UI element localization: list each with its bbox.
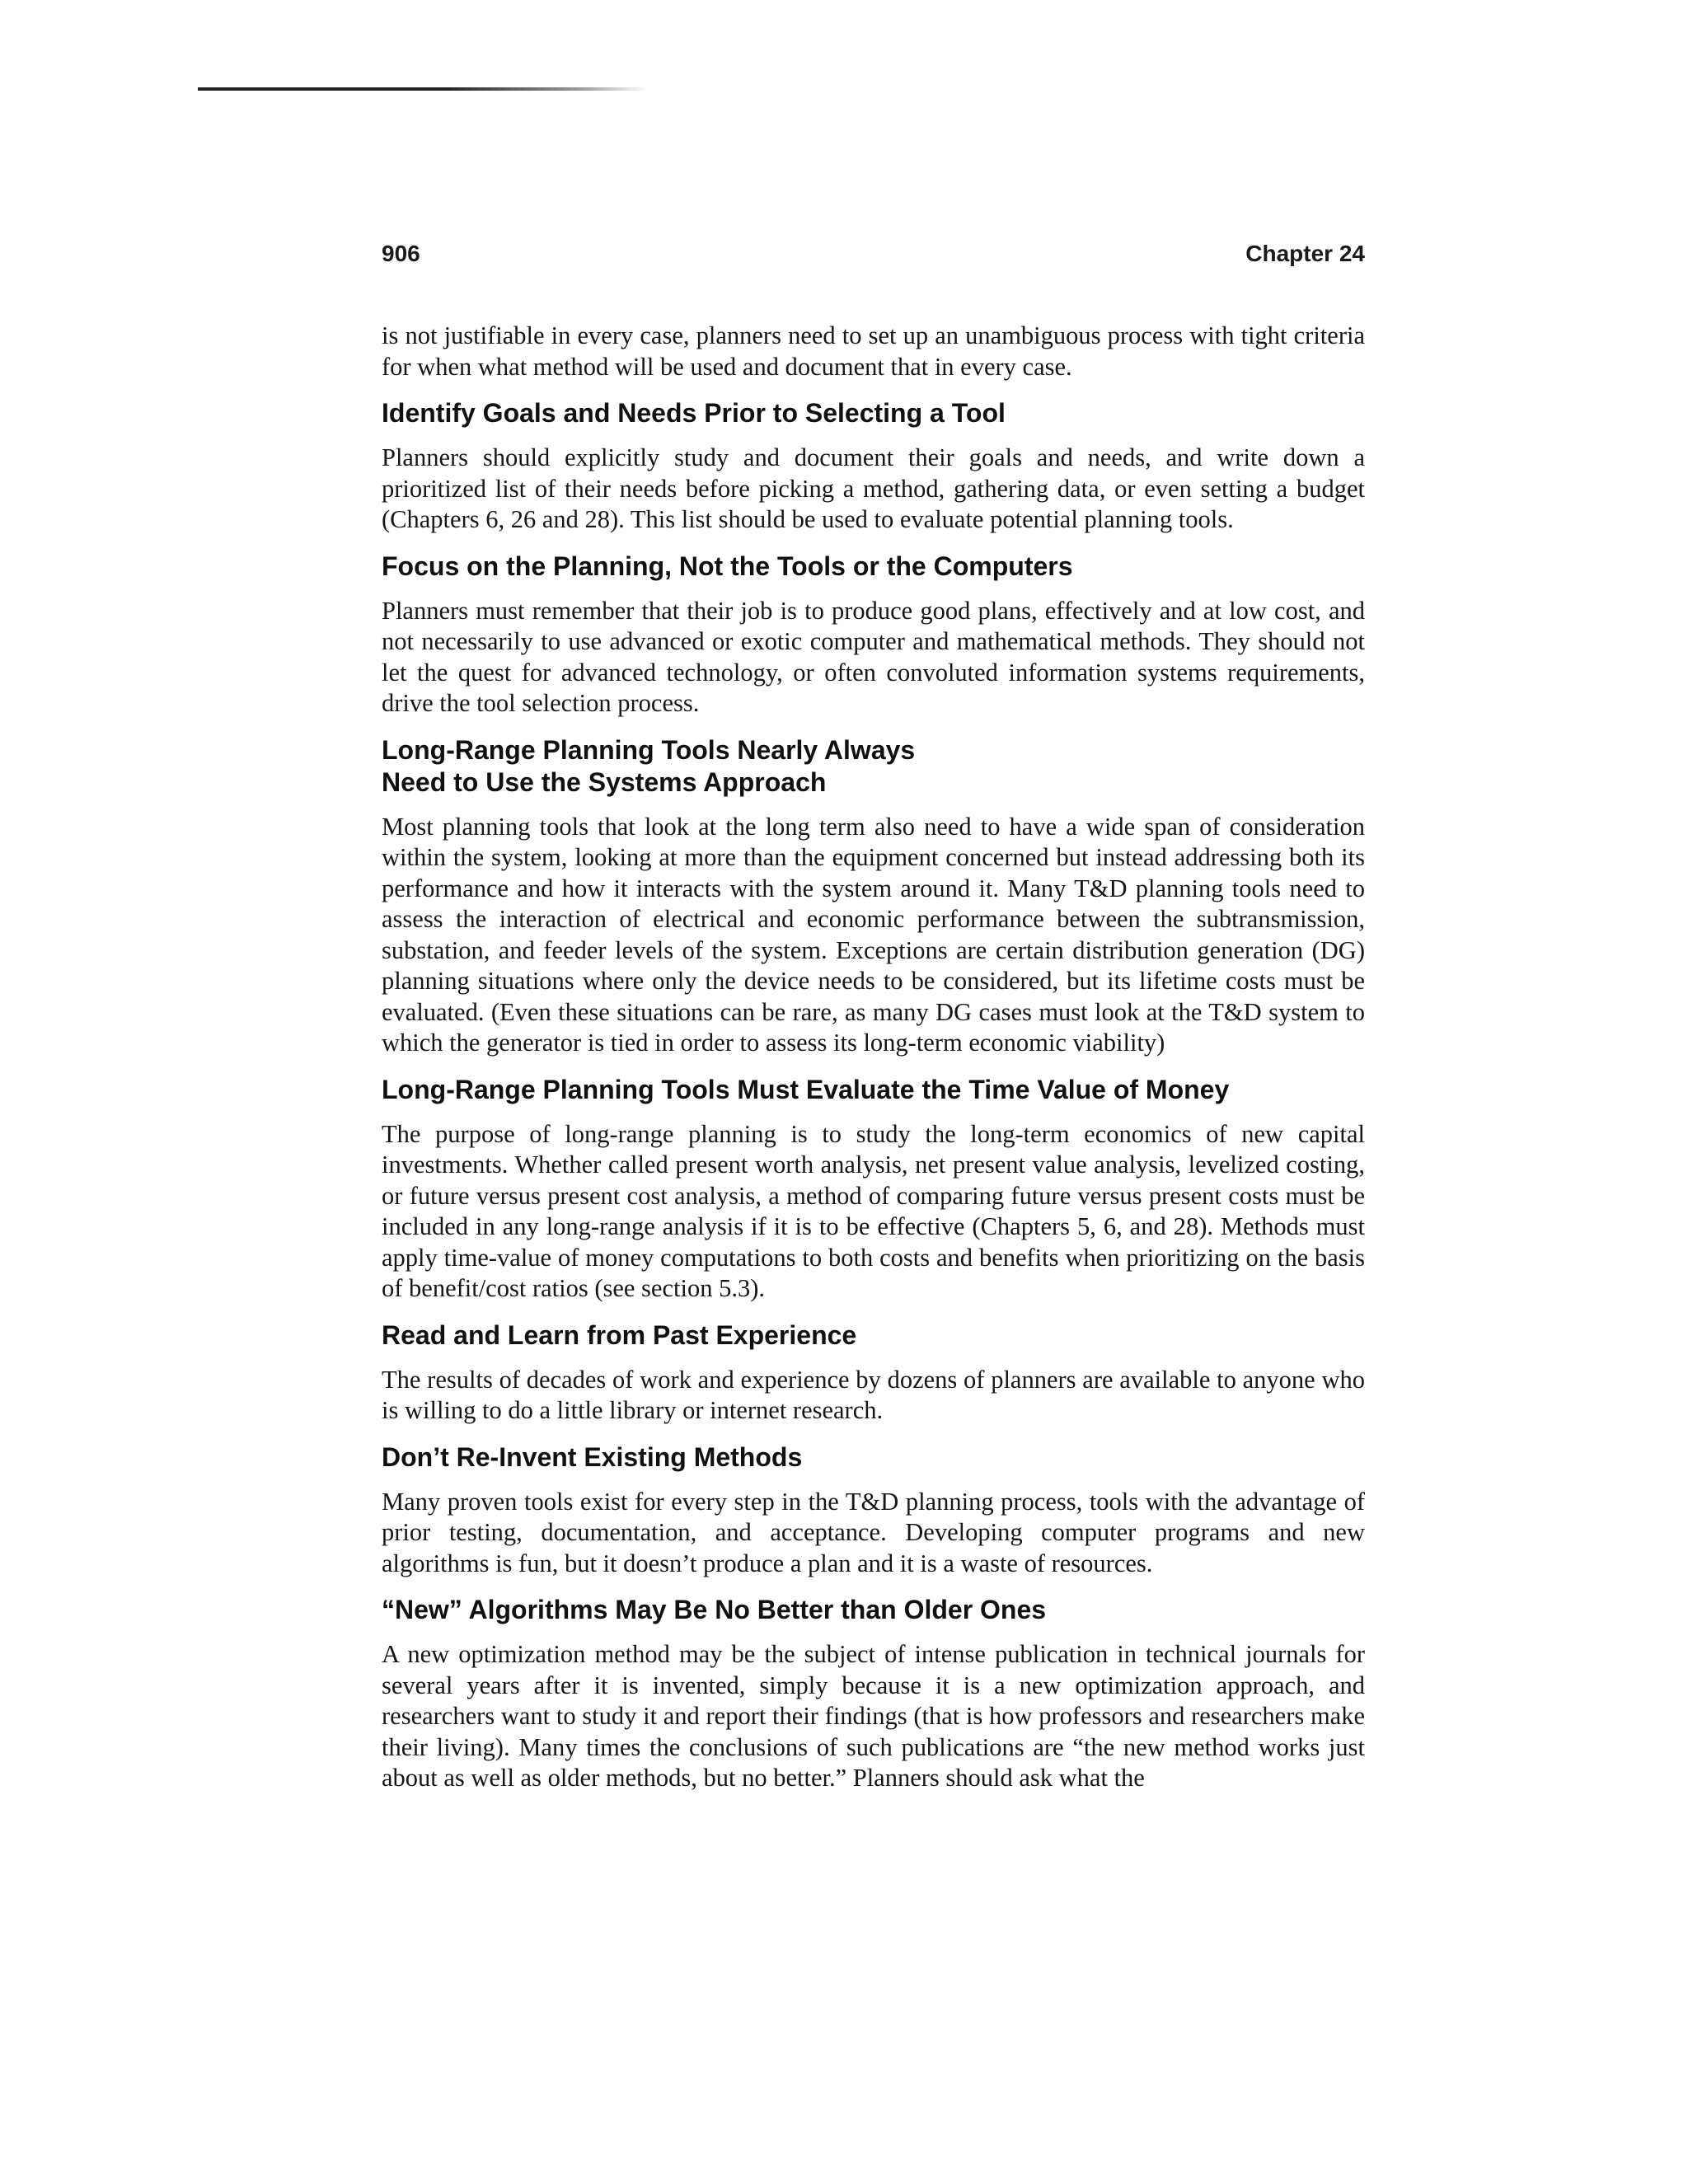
section-heading	[382, 1074, 1365, 1106]
body-paragraph: Planners should explicitly study and document their goals and needs, and write down a prioritized list of their needs before picking a method, gathering data, or even setting a budget (Chapters 6, 26 and 28). This list should be used to evaluate potential planning tools.	[382, 443, 1365, 533]
page-body	[382, 321, 1365, 1794]
heading-line: Read and Learn from Past Experience	[382, 1319, 857, 1350]
running-head	[382, 239, 1365, 272]
section-heading	[382, 1319, 1365, 1352]
body-paragraph: The results of decades of work and experience by dozens of planners are available to anyone who is willing to do a little library or internet research.	[382, 1365, 1365, 1424]
heading-line: Long-Range Planning Tools Must Evaluate the Time Value of Money	[382, 1074, 1230, 1104]
body-paragraph: Planners must remember that their job is to produce good plans, effectively and at low cost, and not necessarily to use advanced or exotic computer and mathematical methods. They should not let the quest for advanced technology, or often convoluted information systems requirements, drive the tool selection process.	[382, 596, 1365, 717]
body-paragraph: Many proven tools exist for every step in the T&D planning process, tools with the advantage of prior testing, documentation, and acceptance. Developing computer programs and new algorithms is fun, but it doesn’t produce a plan and it is a waste of resources.	[382, 1487, 1365, 1577]
heading-line: Focus on the Planning, Not the Tools or the Computers	[382, 551, 1073, 581]
section-heading	[382, 397, 1365, 429]
heading-line: Need to Use the Systems Approach	[382, 766, 827, 797]
body-paragraph: A new optimization method may be the subject of intense publication in technical journals for several years after it is invented, simply because it is a new optimization approach, and researchers want to study it and report their findings (that is how professors and researchers make their living). Many times the conclusions of such publications are “the new method works just about as well as older methods, but no better.” Planners should ask what the	[382, 1640, 1365, 1792]
page-number: 906	[382, 241, 420, 266]
body-paragraph: is not justifiable in every case, planners need to set up an unambiguous process with tight criteria for when what method will be used and document that in every case.	[382, 321, 1365, 381]
body-paragraph: Most planning tools that look at the long term also need to have a wide span of consideration within the system, looking at more than the equipment concerned but instead addressing both its performance and how it interacts with the system around it. Many T&D planning tools need to assess the interaction of electrical and economic performance between the subtransmission, substation, and feeder levels of the system. Exceptions are certain distribution generation (DG) planning situations where only the device needs to be considered, but its lifetime costs must be evaluated. (Even these situations can be rare, as many DG cases must look at the T&D system to which the generator is tied in order to assess its long-term economic viability)	[382, 812, 1365, 1057]
section-heading	[382, 1594, 1365, 1626]
heading-line: “New” Algorithms May Be No Better than Older Ones	[382, 1595, 1047, 1624]
section-heading	[382, 551, 1365, 583]
body-paragraph: The purpose of long-range planning is to study the long-term economics of new capital investments. Whether called present worth analysis, net present value analysis, levelized costing, or future versus present cost analysis, a method of comparing future versus present costs must be included in any long-range analysis if it is to be effective (Chapters 5, 6, and 28). Methods must apply time-value of money computations to both costs and benefits when prioritizing on the basis of benefit/cost ratios (see section 5.3).	[382, 1119, 1365, 1302]
section-heading	[382, 1441, 1365, 1474]
chapter-label: Chapter 24	[1245, 241, 1365, 266]
heading-line: Identify Goals and Needs Prior to Selecting a Tool	[382, 398, 1006, 428]
section-heading	[382, 734, 1365, 799]
heading-line: Don’t Re-Invent Existing Methods	[382, 1441, 803, 1472]
heading-line: Long-Range Planning Tools Nearly Always	[382, 734, 916, 765]
top-rule	[198, 87, 647, 91]
